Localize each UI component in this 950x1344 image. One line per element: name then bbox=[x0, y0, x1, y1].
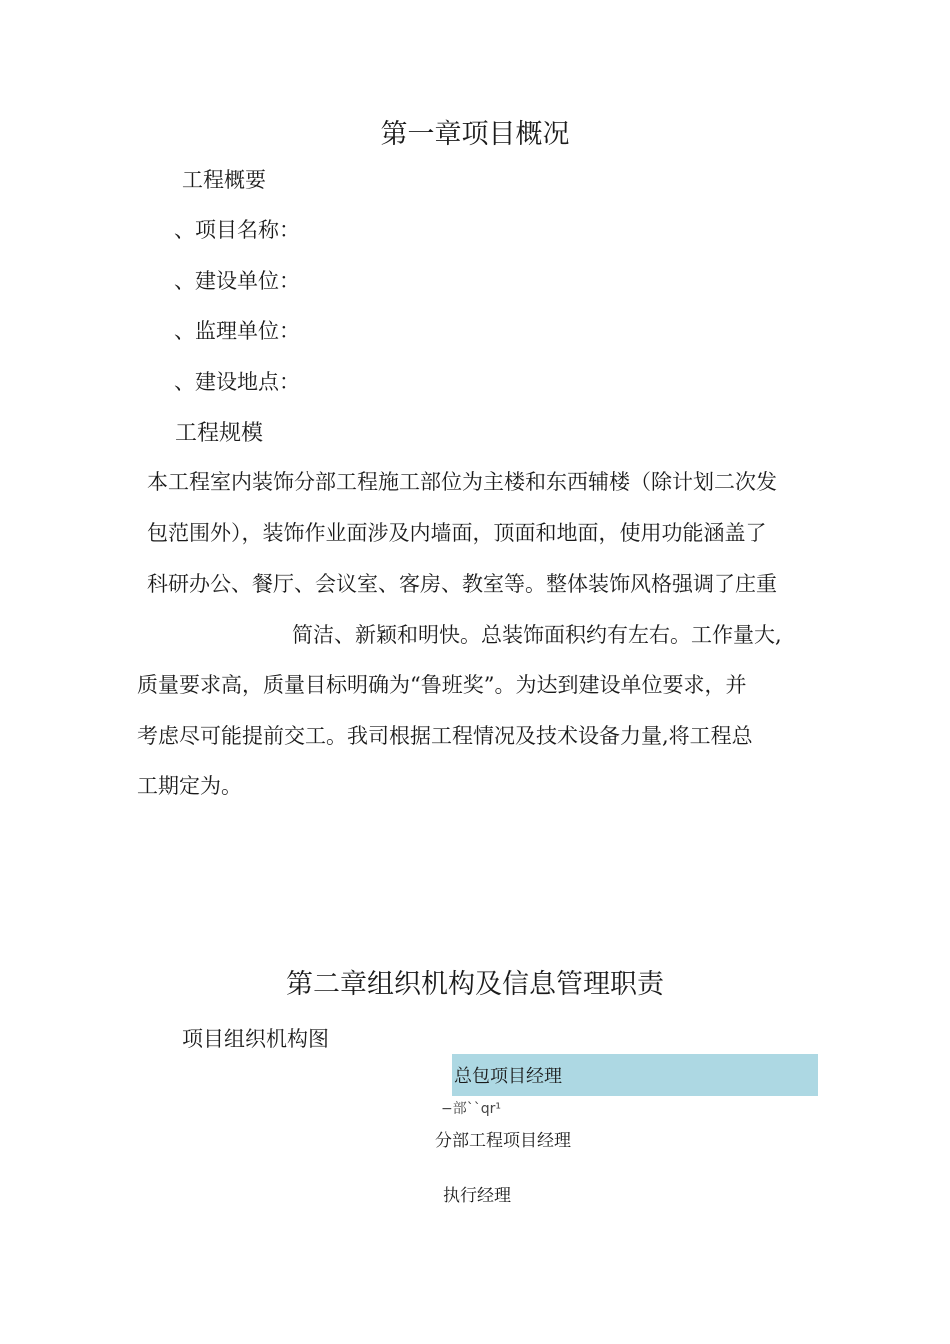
paragraph-line: 简洁、新颖和明快。总装饰面积约有左右。工作量大, bbox=[292, 623, 782, 647]
org-executive: 执行经理 bbox=[443, 1186, 511, 1206]
chapter1-title: 第一章项目概况 bbox=[380, 119, 570, 150]
paragraph-line: 科研办公、餐厅、会议室、客房、教室等。整体装饰风格强调了庄重 bbox=[147, 572, 777, 596]
paragraph-line: 质量要求高，质量目标明确为“鲁班奖”。为达到建设单位要求，并 bbox=[137, 673, 747, 697]
scan-artifact-text: −部``qr¹ bbox=[441, 1101, 501, 1117]
field-client: 、建设单位： bbox=[174, 269, 300, 293]
paragraph-line: 工期定为。 bbox=[137, 774, 242, 798]
field-location: 、建设地点： bbox=[174, 370, 300, 394]
paragraph-line: 包范围外），装饰作业面涉及内墙面，顶面和地面，使用功能涵盖了 bbox=[147, 521, 767, 545]
chapter2-title: 第二章组织机构及信息管理职责 bbox=[286, 969, 664, 1000]
paragraph-line: 本工程室内装饰分部工程施工部位为主楼和东西辅楼（除计划二次发 bbox=[147, 470, 777, 494]
field-supervisor: 、监理单位： bbox=[174, 319, 300, 343]
overview-heading: 工程概要 bbox=[182, 168, 266, 192]
org-sub-manager: 分部工程项目经理 bbox=[435, 1131, 571, 1151]
org-box-general-manager bbox=[452, 1054, 818, 1096]
org-box-label: 总包项目经理 bbox=[454, 1066, 562, 1087]
scale-heading: 工程规模 bbox=[175, 421, 264, 446]
field-project-name: 、项目名称： bbox=[174, 218, 300, 242]
paragraph-line: 考虑尽可能提前交工。我司根据工程情况及技术设备力量,将工程总 bbox=[137, 724, 753, 748]
org-chart-heading: 项目组织机构图 bbox=[182, 1027, 329, 1051]
